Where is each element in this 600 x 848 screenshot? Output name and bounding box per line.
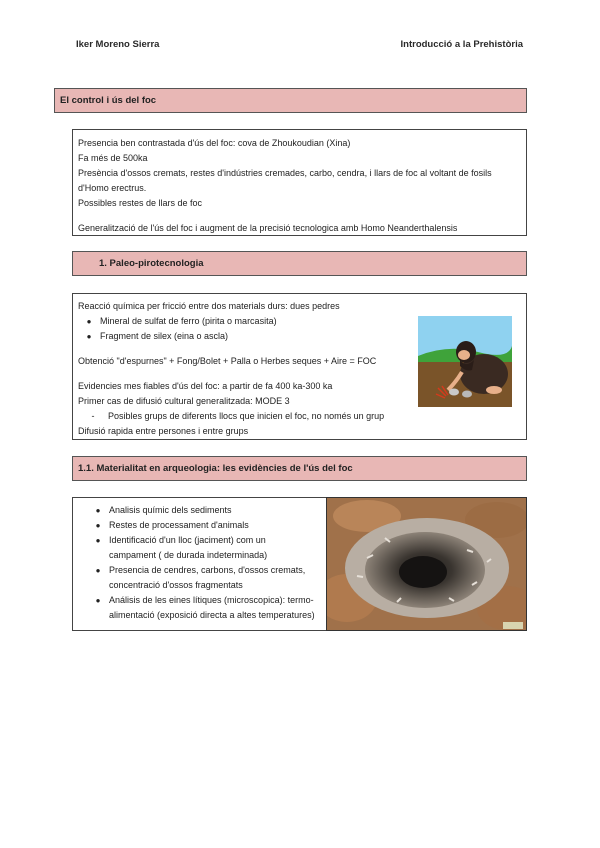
bullet: ● bbox=[95, 521, 101, 530]
list-item bbox=[87, 533, 315, 563]
bullet: ● bbox=[95, 506, 101, 515]
list-item-text: Posibles grups de diferents llocs que inicien el foc, no només un grup bbox=[108, 411, 385, 421]
header-course: Introducció a la Prehistòria bbox=[400, 39, 523, 50]
list-item-text: Fragment de silex (eina o ascla) bbox=[100, 331, 229, 341]
header-author: Iker Moreno Sierra bbox=[76, 39, 160, 50]
hearth-photo bbox=[327, 498, 527, 631]
fire-control-box bbox=[72, 129, 527, 236]
bullet: ● bbox=[86, 332, 92, 341]
evidence-list bbox=[87, 503, 315, 623]
paragraph-line: Reacció química per fricció entre dos materials durs: dues pedres bbox=[78, 301, 340, 311]
list-item-text: Identificació d'un lloc (jaciment) com un campament ( de durada indeterminada) bbox=[109, 535, 268, 560]
paragraph-line: Generalització de l'ús del foc i augment de la precisió tecnologica amb Homo Neanderthalensis bbox=[78, 223, 458, 233]
caveman-illustration bbox=[418, 316, 512, 407]
paragraph-line: Obtenció "d'espurnes" + Fong/Bolet + Palla o Herbes seques + Aire = FOC bbox=[78, 356, 377, 366]
list-item bbox=[78, 409, 521, 424]
section-title: 1. Paleo-pirotecnologia bbox=[99, 258, 204, 269]
paragraph-line: Evidencies mes fiables d'ús del foc: a partir de fa 400 ka-300 ka bbox=[78, 381, 333, 391]
caveman-fire-illustration bbox=[418, 316, 512, 407]
section-heading-archaeology bbox=[72, 456, 527, 481]
bullet: ● bbox=[95, 596, 101, 605]
section-heading-pyrotechnology bbox=[72, 251, 527, 276]
bullet: ● bbox=[95, 536, 101, 545]
section-title: 1.1. Materialitat en arqueologia: les evidències de l'ús del foc bbox=[78, 463, 353, 474]
paragraph-line: Presencia ben contrastada d'ús del foc: cova de Zhoukoudian (Xina) bbox=[78, 138, 351, 148]
paragraph-line: Primer cas de difusió cultural generalitzada: MODE 3 bbox=[78, 396, 290, 406]
bullet: ● bbox=[95, 566, 101, 575]
paragraph-line: Possibles restes de llars de foc bbox=[78, 198, 203, 208]
dash-marker: - bbox=[91, 411, 95, 421]
hearth-sediment-photo bbox=[326, 497, 527, 631]
paragraph-line: Presència d'ossos cremats, restes d'indústries cremades, carbo, cendra, i llars de foc al voltant de fosils d'Homo erectrus. bbox=[78, 168, 492, 193]
list-item-text: Análisis de les eines lítiques (microscopica): termo-alimentació (exposició directa a altes temperatures) bbox=[109, 595, 315, 620]
list-item-text: Analisis químic dels sediments bbox=[109, 505, 232, 515]
section-title: El control i ús del foc bbox=[60, 95, 157, 106]
list-item bbox=[87, 593, 315, 623]
list-item-text: Restes de processament d'animals bbox=[109, 520, 249, 530]
list-item bbox=[87, 518, 315, 533]
list-item-text: Presencia de cendres, carbons, d'ossos cremats, concentració d'ossos fragmentats bbox=[109, 565, 306, 590]
list-item bbox=[87, 503, 315, 518]
paragraph-line: Difusió rapida entre persones i entre grups bbox=[78, 426, 249, 436]
paragraph-line: Fa més de 500ka bbox=[78, 153, 148, 163]
spacer bbox=[78, 211, 521, 221]
section-heading-fire-control bbox=[54, 88, 527, 113]
list-item bbox=[87, 563, 315, 593]
bullet: ● bbox=[86, 317, 92, 326]
list-item-text: Mineral de sulfat de ferro (pirita o marcasita) bbox=[100, 316, 277, 326]
